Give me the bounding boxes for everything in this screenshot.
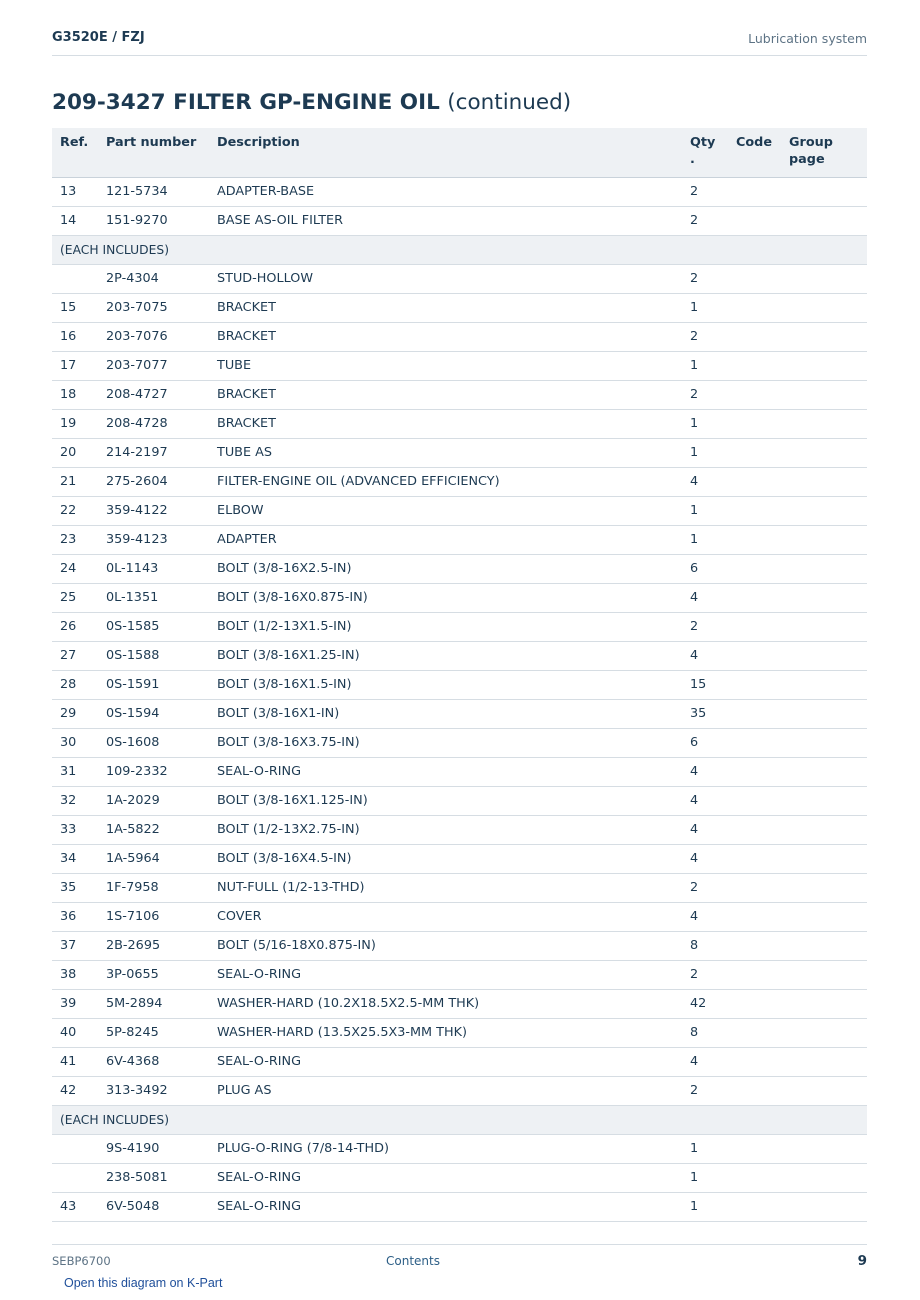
qty-cell: 4 <box>682 1047 728 1076</box>
code-cell <box>728 293 781 322</box>
table-row <box>52 960 867 989</box>
qty-cell: 8 <box>682 1018 728 1047</box>
description-cell: WASHER-HARD (10.2X18.5X2.5-MM THK) <box>209 989 682 1018</box>
part-number-cell: 203-7077 <box>98 351 209 380</box>
ref-cell: 18 <box>52 380 98 409</box>
code-cell <box>728 931 781 960</box>
description-cell: BOLT (3/8-16X0.875-IN) <box>209 583 682 612</box>
code-cell <box>728 1018 781 1047</box>
group-page-cell <box>781 873 867 902</box>
qty-cell: 2 <box>682 206 728 235</box>
qty-cell: 1 <box>682 525 728 554</box>
code-cell <box>728 322 781 351</box>
group-page-cell <box>781 699 867 728</box>
table-row <box>52 786 867 815</box>
group-page-cell <box>781 467 867 496</box>
part-number-cell: 0S-1585 <box>98 612 209 641</box>
table-row <box>52 844 867 873</box>
description-cell: STUD-HOLLOW <box>209 264 682 293</box>
part-number-cell: 121-5734 <box>98 177 209 206</box>
description-cell: ADAPTER <box>209 525 682 554</box>
part-number-cell: 6V-4368 <box>98 1047 209 1076</box>
table-row <box>52 177 867 206</box>
ref-cell: 28 <box>52 670 98 699</box>
description-cell: PLUG AS <box>209 1076 682 1105</box>
group-page-cell <box>781 496 867 525</box>
page-footer <box>52 1244 867 1274</box>
group-page-cell <box>781 1192 867 1221</box>
description-cell: BRACKET <box>209 409 682 438</box>
table-note-row <box>52 1105 867 1134</box>
code-cell <box>728 351 781 380</box>
qty-cell: 4 <box>682 902 728 931</box>
table-row <box>52 1163 867 1192</box>
qty-cell: 42 <box>682 989 728 1018</box>
qty-cell: 1 <box>682 351 728 380</box>
part-number-cell: 5M-2894 <box>98 989 209 1018</box>
page-header <box>52 28 867 56</box>
description-cell: BOLT (3/8-16X1.25-IN) <box>209 641 682 670</box>
qty-cell: 1 <box>682 438 728 467</box>
table-row <box>52 873 867 902</box>
page-title <box>52 90 571 115</box>
code-cell <box>728 873 781 902</box>
ref-cell: 39 <box>52 989 98 1018</box>
description-cell: BASE AS-OIL FILTER <box>209 206 682 235</box>
parts-table <box>52 128 867 1222</box>
ref-cell: 20 <box>52 438 98 467</box>
ref-cell: 30 <box>52 728 98 757</box>
part-number-cell: 0S-1608 <box>98 728 209 757</box>
part-number-cell: 2P-4304 <box>98 264 209 293</box>
code-cell <box>728 757 781 786</box>
qty-cell: 2 <box>682 612 728 641</box>
part-number-cell: 0S-1591 <box>98 670 209 699</box>
table-row <box>52 322 867 351</box>
section-name: Lubrication system <box>748 31 867 46</box>
qty-cell: 4 <box>682 467 728 496</box>
part-number-cell: 359-4122 <box>98 496 209 525</box>
description-cell: BRACKET <box>209 322 682 351</box>
part-number-cell: 313-3492 <box>98 1076 209 1105</box>
code-cell <box>728 670 781 699</box>
ref-cell: 43 <box>52 1192 98 1221</box>
code-cell <box>728 1163 781 1192</box>
table-row <box>52 264 867 293</box>
page-number: 9 <box>857 1253 867 1269</box>
table-row <box>52 583 867 612</box>
qty-cell: 1 <box>682 1134 728 1163</box>
parts-table-body <box>52 177 867 1221</box>
qty-cell: 1 <box>682 1163 728 1192</box>
ref-cell: 19 <box>52 409 98 438</box>
part-number-cell: 203-7075 <box>98 293 209 322</box>
description-cell: BOLT (3/8-16X4.5-IN) <box>209 844 682 873</box>
contents-link[interactable]: Contents <box>386 1254 440 1268</box>
group-page-cell <box>781 931 867 960</box>
table-row <box>52 670 867 699</box>
group-page-cell <box>781 409 867 438</box>
table-row <box>52 728 867 757</box>
code-cell <box>728 554 781 583</box>
table-row <box>52 467 867 496</box>
ref-cell: 24 <box>52 554 98 583</box>
qty-cell: 2 <box>682 1076 728 1105</box>
table-row <box>52 1134 867 1163</box>
table-row <box>52 699 867 728</box>
description-cell: TUBE <box>209 351 682 380</box>
code-cell <box>728 815 781 844</box>
qty-cell: 15 <box>682 670 728 699</box>
group-page-cell <box>781 1134 867 1163</box>
qty-cell: 2 <box>682 177 728 206</box>
part-number-cell: 9S-4190 <box>98 1134 209 1163</box>
group-page-cell <box>781 1047 867 1076</box>
qty-cell: 1 <box>682 496 728 525</box>
code-cell <box>728 496 781 525</box>
table-row <box>52 554 867 583</box>
part-number-cell: 1F-7958 <box>98 873 209 902</box>
table-row <box>52 293 867 322</box>
code-cell <box>728 1192 781 1221</box>
qty-cell: 4 <box>682 844 728 873</box>
part-number-cell: 6V-5048 <box>98 1192 209 1221</box>
group-page-cell <box>781 1163 867 1192</box>
table-row <box>52 641 867 670</box>
qty-cell: 2 <box>682 380 728 409</box>
description-cell: COVER <box>209 902 682 931</box>
qty-cell: 4 <box>682 786 728 815</box>
ref-cell: 36 <box>52 902 98 931</box>
part-number-cell: 2B-2695 <box>98 931 209 960</box>
code-cell <box>728 612 781 641</box>
table-row <box>52 902 867 931</box>
table-note-row <box>52 235 867 264</box>
part-number-cell: 203-7076 <box>98 322 209 351</box>
description-cell: SEAL-O-RING <box>209 757 682 786</box>
part-number-cell: 208-4727 <box>98 380 209 409</box>
ref-cell: 29 <box>52 699 98 728</box>
ref-cell: 23 <box>52 525 98 554</box>
title-suffix: (continued) <box>447 90 572 115</box>
ref-cell: 22 <box>52 496 98 525</box>
group-page-cell <box>781 844 867 873</box>
ref-cell <box>52 264 98 293</box>
qty-cell: 2 <box>682 322 728 351</box>
ref-cell: 31 <box>52 757 98 786</box>
note-text: (EACH INCLUDES) <box>52 1105 867 1134</box>
group-page-cell <box>781 177 867 206</box>
ref-cell: 33 <box>52 815 98 844</box>
description-cell: ELBOW <box>209 496 682 525</box>
code-cell <box>728 380 781 409</box>
qty-cell: 8 <box>682 931 728 960</box>
part-number-cell: 208-4728 <box>98 409 209 438</box>
table-row <box>52 1047 867 1076</box>
qty-cell: 4 <box>682 583 728 612</box>
group-page-cell <box>781 670 867 699</box>
group-page-cell <box>781 641 867 670</box>
description-cell: BOLT (1/2-13X1.5-IN) <box>209 612 682 641</box>
note-text: (EACH INCLUDES) <box>52 235 867 264</box>
code-cell <box>728 786 781 815</box>
table-row <box>52 612 867 641</box>
table-row <box>52 525 867 554</box>
ref-cell: 16 <box>52 322 98 351</box>
code-cell <box>728 583 781 612</box>
table-row <box>52 380 867 409</box>
part-number-cell: 1A-2029 <box>98 786 209 815</box>
part-number-cell: 275-2604 <box>98 467 209 496</box>
group-page-cell <box>781 554 867 583</box>
code-cell <box>728 844 781 873</box>
group-page-cell <box>781 786 867 815</box>
column-header-ref: Ref. <box>52 128 98 177</box>
ref-cell: 37 <box>52 931 98 960</box>
code-cell <box>728 467 781 496</box>
code-cell <box>728 177 781 206</box>
ref-cell: 21 <box>52 467 98 496</box>
table-header-row <box>52 128 867 177</box>
table-row <box>52 989 867 1018</box>
ref-cell <box>52 1134 98 1163</box>
part-number-cell: 0L-1351 <box>98 583 209 612</box>
part-number-cell: 151-9270 <box>98 206 209 235</box>
ref-cell: 35 <box>52 873 98 902</box>
part-number-cell: 214-2197 <box>98 438 209 467</box>
ref-cell: 42 <box>52 1076 98 1105</box>
code-cell <box>728 1076 781 1105</box>
code-cell <box>728 699 781 728</box>
group-page-cell <box>781 293 867 322</box>
ref-cell: 25 <box>52 583 98 612</box>
qty-cell: 35 <box>682 699 728 728</box>
group-page-cell <box>781 322 867 351</box>
description-cell: BOLT (3/8-16X3.75-IN) <box>209 728 682 757</box>
group-page-cell <box>781 902 867 931</box>
qty-cell: 2 <box>682 873 728 902</box>
group-page-cell <box>781 1076 867 1105</box>
group-page-cell <box>781 583 867 612</box>
ref-cell: 40 <box>52 1018 98 1047</box>
group-page-cell <box>781 757 867 786</box>
group-page-cell <box>781 960 867 989</box>
qty-cell: 1 <box>682 1192 728 1221</box>
group-page-cell <box>781 815 867 844</box>
part-number-cell: 0S-1594 <box>98 699 209 728</box>
ref-cell: 14 <box>52 206 98 235</box>
table-row <box>52 1076 867 1105</box>
description-cell: TUBE AS <box>209 438 682 467</box>
table-row <box>52 931 867 960</box>
description-cell: BOLT (5/16-18X0.875-IN) <box>209 931 682 960</box>
part-number-cell: 1A-5822 <box>98 815 209 844</box>
group-page-cell <box>781 351 867 380</box>
code-cell <box>728 1047 781 1076</box>
ref-cell: 34 <box>52 844 98 873</box>
part-number-cell: 1A-5964 <box>98 844 209 873</box>
description-cell: BRACKET <box>209 380 682 409</box>
code-cell <box>728 525 781 554</box>
group-page-cell <box>781 612 867 641</box>
table-row <box>52 496 867 525</box>
part-number-cell: 0L-1143 <box>98 554 209 583</box>
description-cell: WASHER-HARD (13.5X25.5X3-MM THK) <box>209 1018 682 1047</box>
qty-cell: 4 <box>682 641 728 670</box>
qty-cell: 6 <box>682 554 728 583</box>
part-number-cell: 238-5081 <box>98 1163 209 1192</box>
table-row <box>52 1018 867 1047</box>
code-cell <box>728 728 781 757</box>
table-row <box>52 206 867 235</box>
group-page-cell <box>781 438 867 467</box>
description-cell: SEAL-O-RING <box>209 1163 682 1192</box>
ref-cell: 38 <box>52 960 98 989</box>
qty-cell: 1 <box>682 293 728 322</box>
description-cell: BOLT (3/8-16X1.125-IN) <box>209 786 682 815</box>
ref-cell <box>52 1163 98 1192</box>
description-cell: ADAPTER-BASE <box>209 177 682 206</box>
table-row <box>52 351 867 380</box>
table-row <box>52 438 867 467</box>
part-number-cell: 109-2332 <box>98 757 209 786</box>
group-page-cell <box>781 989 867 1018</box>
qty-cell: 1 <box>682 409 728 438</box>
code-cell <box>728 641 781 670</box>
code-cell <box>728 264 781 293</box>
description-cell: FILTER-ENGINE OIL (ADVANCED EFFICIENCY) <box>209 467 682 496</box>
group-page-cell <box>781 525 867 554</box>
part-number-cell: 0S-1588 <box>98 641 209 670</box>
column-header-code: Code <box>728 128 781 177</box>
description-cell: BOLT (3/8-16X2.5-IN) <box>209 554 682 583</box>
group-page-cell <box>781 1018 867 1047</box>
part-number-cell: 1S-7106 <box>98 902 209 931</box>
code-cell <box>728 960 781 989</box>
table-row <box>52 757 867 786</box>
ref-cell: 15 <box>52 293 98 322</box>
code-cell <box>728 438 781 467</box>
group-page-cell <box>781 728 867 757</box>
description-cell: PLUG-O-RING (7/8-14-THD) <box>209 1134 682 1163</box>
part-number-cell: 359-4123 <box>98 525 209 554</box>
qty-cell: 2 <box>682 264 728 293</box>
ref-cell: 13 <box>52 177 98 206</box>
code-cell <box>728 1134 781 1163</box>
qty-cell: 6 <box>682 728 728 757</box>
qty-cell: 2 <box>682 960 728 989</box>
description-cell: SEAL-O-RING <box>209 1047 682 1076</box>
column-header-group-page: Group page <box>781 128 867 177</box>
part-number-cell: 5P-8245 <box>98 1018 209 1047</box>
open-diagram-kpart-link[interactable]: Open this diagram on K-Part <box>64 1276 223 1290</box>
description-cell: SEAL-O-RING <box>209 1192 682 1221</box>
code-cell <box>728 989 781 1018</box>
ref-cell: 26 <box>52 612 98 641</box>
description-cell: BRACKET <box>209 293 682 322</box>
ref-cell: 27 <box>52 641 98 670</box>
column-header-part-number: Part number <box>98 128 209 177</box>
group-page-cell <box>781 380 867 409</box>
description-cell: BOLT (1/2-13X2.75-IN) <box>209 815 682 844</box>
part-number-cell: 3P-0655 <box>98 960 209 989</box>
ref-cell: 41 <box>52 1047 98 1076</box>
qty-cell: 4 <box>682 757 728 786</box>
code-cell <box>728 206 781 235</box>
column-header-qty: Qty . <box>682 128 728 177</box>
description-cell: SEAL-O-RING <box>209 960 682 989</box>
description-cell: BOLT (3/8-16X1.5-IN) <box>209 670 682 699</box>
qty-cell: 4 <box>682 815 728 844</box>
table-row <box>52 815 867 844</box>
group-page-cell <box>781 206 867 235</box>
description-cell: BOLT (3/8-16X1-IN) <box>209 699 682 728</box>
column-header-description: Description <box>209 128 682 177</box>
ref-cell: 17 <box>52 351 98 380</box>
code-cell <box>728 409 781 438</box>
document-id: G3520E / FZJ <box>52 30 145 45</box>
table-row <box>52 1192 867 1221</box>
ref-cell: 32 <box>52 786 98 815</box>
title-main: 209-3427 FILTER GP-ENGINE OIL <box>52 90 440 115</box>
description-cell: NUT-FULL (1/2-13-THD) <box>209 873 682 902</box>
code-cell <box>728 902 781 931</box>
document-reference-code: SEBP6700 <box>52 1254 111 1268</box>
table-row <box>52 409 867 438</box>
group-page-cell <box>781 264 867 293</box>
